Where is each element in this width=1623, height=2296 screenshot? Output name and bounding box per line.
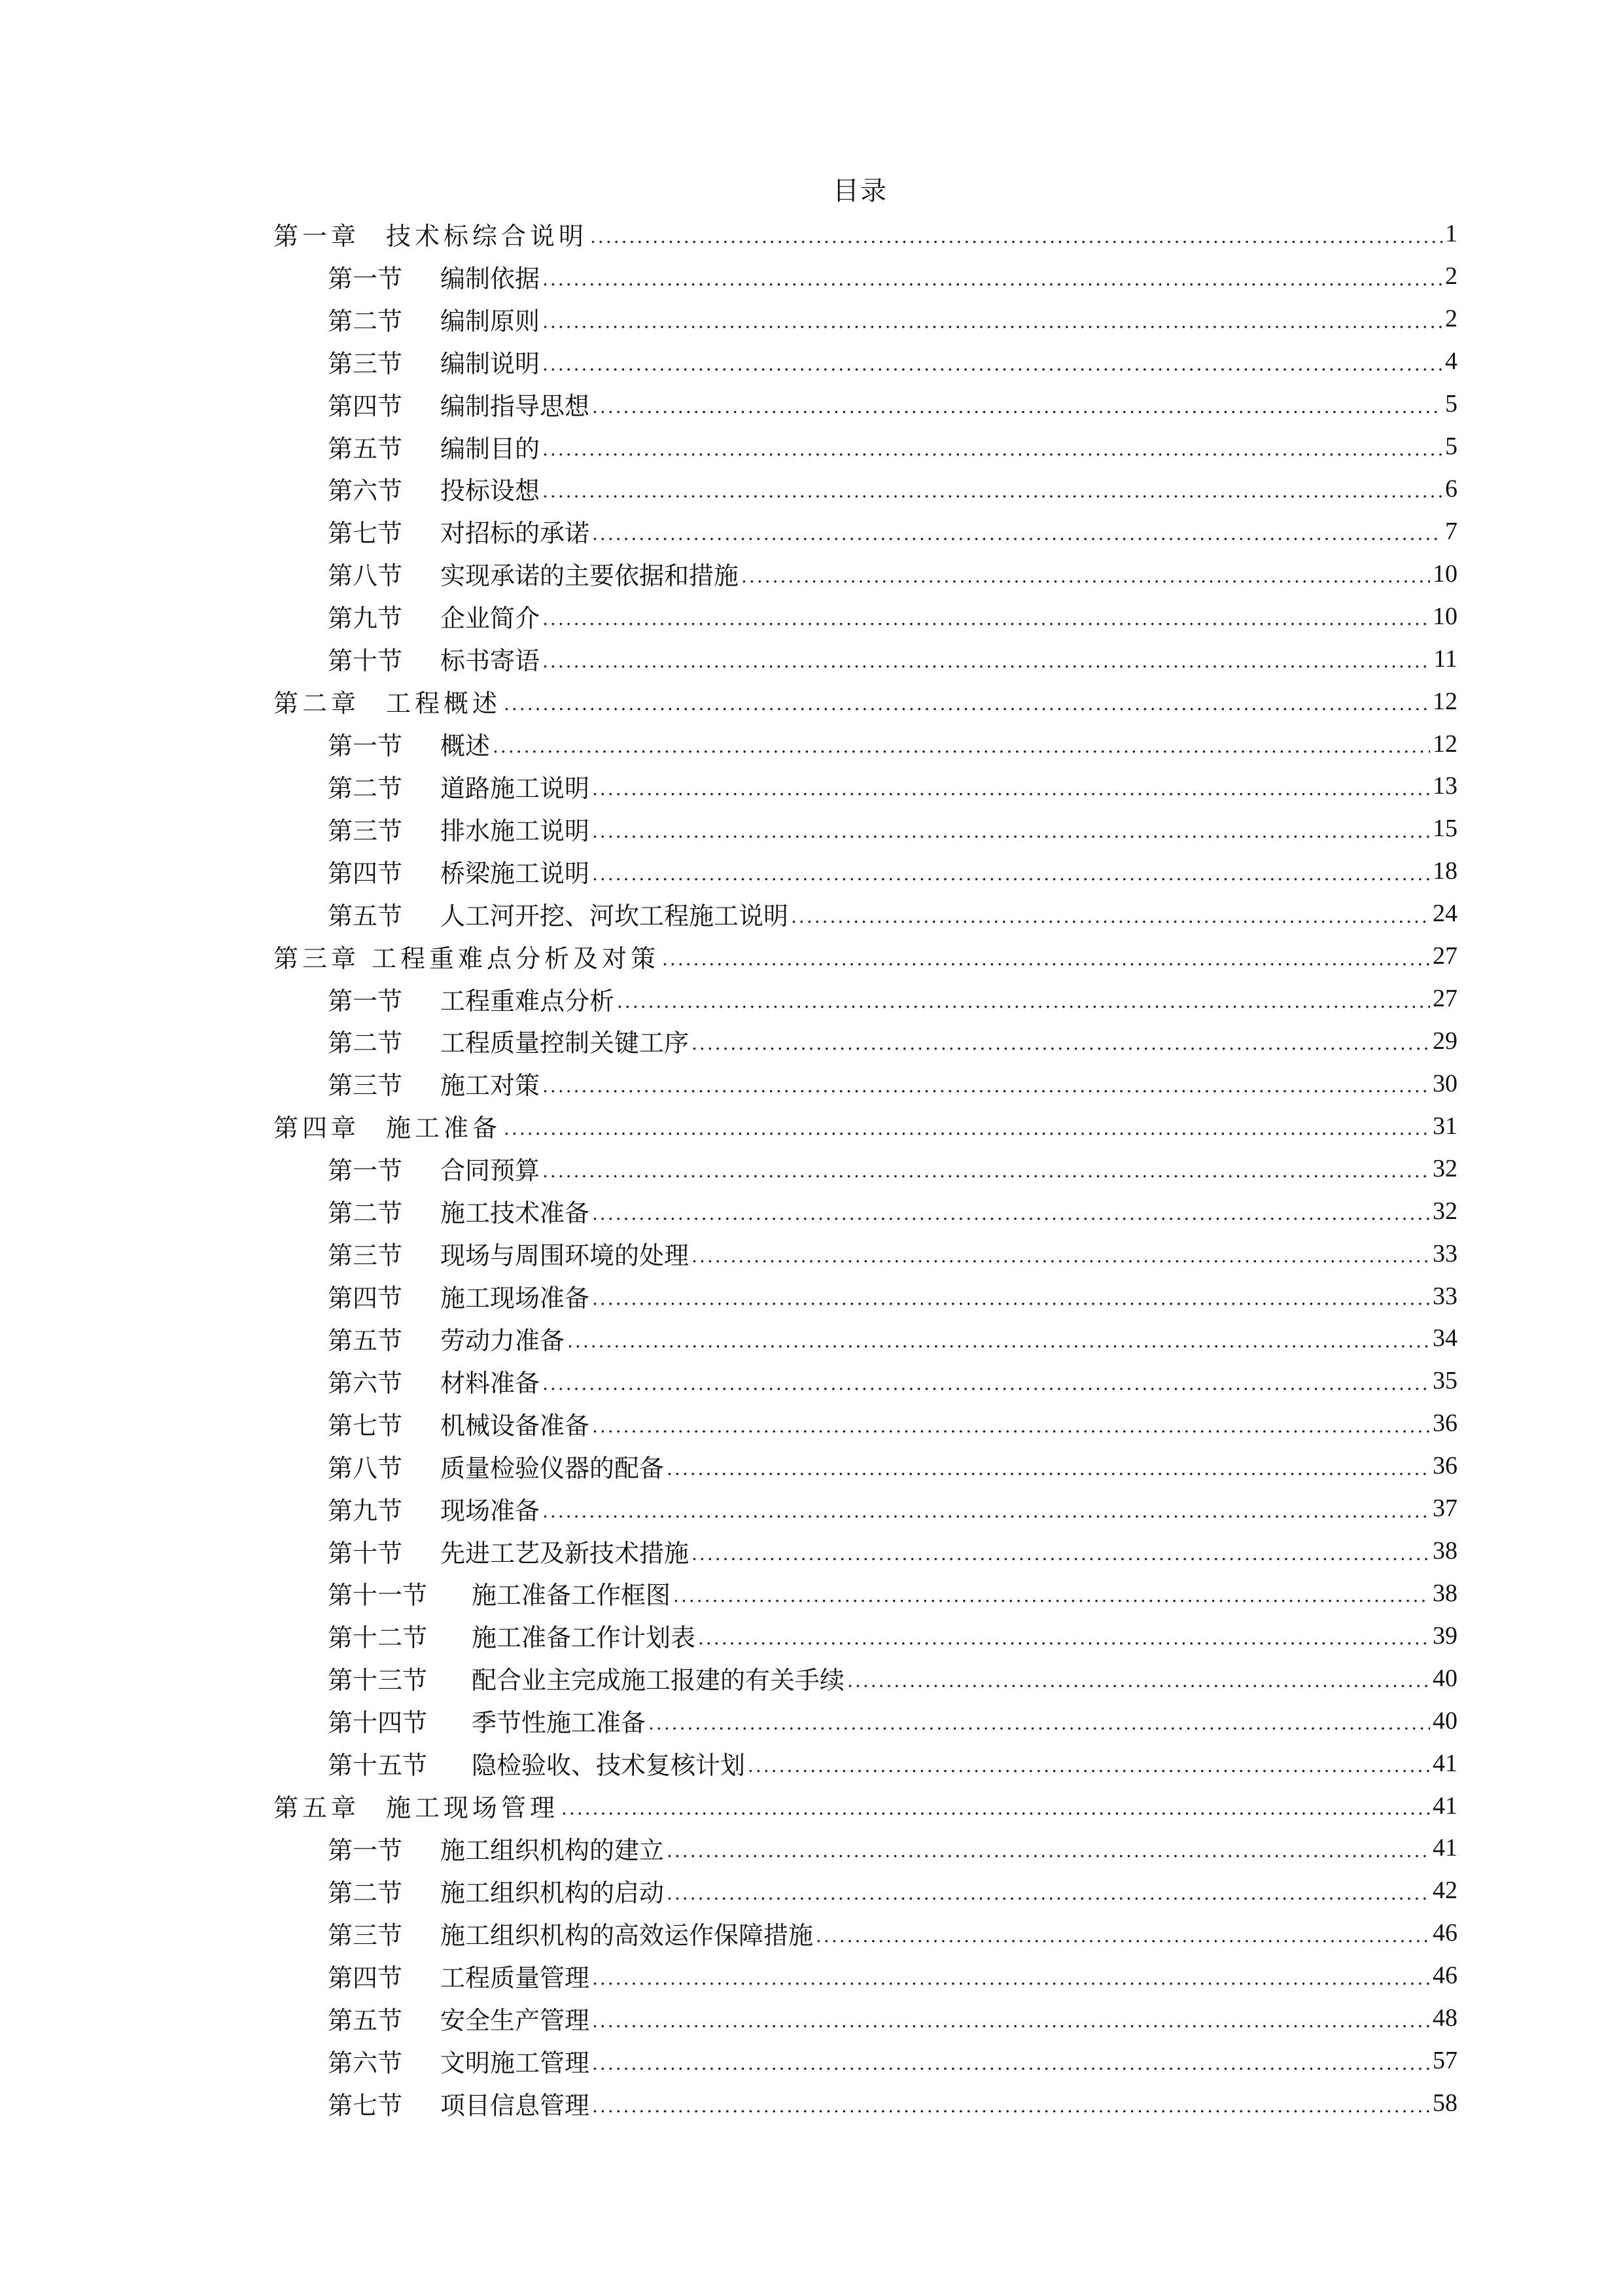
toc-entry-label [328, 513, 589, 549]
dot-leader [504, 1118, 1430, 1139]
toc-entry-label [328, 1491, 540, 1527]
dot-leader [748, 1755, 1430, 1776]
section-title: 劳动力准备 [440, 1326, 565, 1355]
chapter-number: 第二章 [273, 689, 360, 718]
section-number: 第一节 [328, 986, 403, 1016]
page-number: 12 [1433, 730, 1457, 758]
toc-entry-label [328, 1915, 813, 1951]
toc-section-entry[interactable] [273, 1232, 1457, 1275]
toc-section-entry[interactable] [273, 1912, 1457, 1954]
dot-leader [542, 268, 1442, 290]
section-number: 第七节 [328, 1411, 403, 1440]
page-number: 36 [1433, 1452, 1457, 1480]
toc-entry-label [328, 1278, 589, 1314]
toc-section-entry[interactable] [273, 1275, 1457, 1317]
section-title: 编制指导思想 [440, 391, 590, 421]
page-number: 29 [1433, 1027, 1457, 1055]
section-number: 第四节 [328, 858, 403, 888]
page-number: 6 [1445, 474, 1457, 503]
toc-section-entry[interactable] [273, 1147, 1457, 1190]
dot-leader [592, 821, 1430, 842]
section-title: 机械设备准备 [440, 1411, 590, 1440]
dot-leader [542, 1075, 1430, 1097]
toc-section-entry[interactable] [273, 892, 1457, 935]
toc-chapter-entry[interactable] [273, 935, 1457, 978]
page-number: 5 [1445, 390, 1457, 418]
section-title: 工程重难点分析 [440, 986, 615, 1016]
section-number: 第十节 [328, 646, 403, 676]
section-number: 第五节 [328, 901, 403, 930]
toc-entry-label [328, 2085, 589, 2121]
page-number: 32 [1433, 1197, 1457, 1225]
toc-entry-label [328, 1830, 664, 1866]
section-title: 配合业主完成施工报建的有关手续 [472, 1666, 845, 1695]
dot-leader [673, 1585, 1430, 1606]
toc-section-entry[interactable] [273, 765, 1457, 807]
dot-leader [542, 353, 1442, 375]
section-number: 第十节 [328, 1538, 403, 1568]
chapter-number: 第一章 [273, 221, 360, 251]
table-of-contents [273, 213, 1457, 2124]
toc-entry-label [328, 1023, 689, 1059]
dot-leader [542, 438, 1442, 460]
chapter-number: 第三章 [273, 944, 360, 973]
toc-entry-label [328, 1193, 589, 1229]
toc-entry-label [328, 726, 490, 762]
page-number: 40 [1433, 1664, 1457, 1692]
page-number: 18 [1433, 857, 1457, 885]
section-number: 第二节 [328, 1199, 403, 1228]
page-number: 46 [1433, 1919, 1457, 1947]
dot-leader [592, 1288, 1430, 1309]
section-title: 施工组织机构的建立 [440, 1835, 665, 1865]
section-number: 第五节 [328, 2005, 403, 2035]
section-number: 第八节 [328, 1453, 403, 1483]
chapter-title: 施工现场管理 [386, 1793, 559, 1823]
toc-entry-label [328, 1235, 689, 1271]
dot-leader [648, 1712, 1430, 1734]
toc-entry-label [328, 641, 540, 677]
page-number: 24 [1433, 900, 1457, 928]
page-number: 10 [1433, 602, 1457, 630]
page-number: 31 [1433, 1112, 1457, 1140]
section-title: 对招标的承诺 [440, 519, 590, 548]
page-number: 34 [1433, 1324, 1457, 1352]
section-title: 质量检验仪器的配备 [440, 1453, 665, 1483]
dot-leader [592, 523, 1442, 544]
dot-leader [691, 1543, 1430, 1564]
toc-section-entry[interactable] [273, 1614, 1457, 1657]
toc-section-entry[interactable] [273, 1954, 1457, 1997]
section-number: 第四节 [328, 391, 403, 421]
section-number: 第七节 [328, 2091, 403, 2120]
chapter-number: 第四章 [273, 1114, 360, 1143]
toc-entry-label [328, 556, 739, 592]
toc-section-entry[interactable] [273, 1445, 1457, 1487]
dot-leader [542, 1373, 1430, 1394]
section-number: 第四节 [328, 1284, 403, 1313]
dot-leader [561, 1797, 1430, 1819]
toc-entry-label [328, 1873, 664, 1909]
page-number: 2 [1445, 305, 1457, 333]
toc-entry-label [273, 1788, 559, 1824]
toc-section-entry[interactable] [273, 383, 1457, 425]
section-number: 第十一节 [328, 1581, 428, 1610]
toc-section-entry[interactable] [273, 722, 1457, 765]
dot-leader [667, 1840, 1430, 1862]
page-number: 2 [1445, 262, 1457, 291]
toc-entry-label [328, 2000, 589, 2036]
chapter-number: 第五章 [273, 1793, 360, 1823]
toc-entry-label [328, 1703, 646, 1739]
dot-leader [698, 1627, 1430, 1649]
toc-section-entry[interactable] [273, 1402, 1457, 1445]
section-title: 隐检验收、技术复核计划 [472, 1751, 746, 1780]
dot-leader [691, 1033, 1430, 1054]
toc-entry-label [273, 1108, 501, 1144]
dot-leader [592, 396, 1442, 417]
section-title: 企业简介 [440, 604, 540, 633]
section-number: 第二节 [328, 1029, 403, 1058]
section-number: 第三节 [328, 1071, 403, 1101]
page-number: 42 [1433, 1877, 1457, 1905]
toc-section-entry[interactable] [273, 595, 1457, 637]
toc-entry-label [328, 470, 540, 506]
section-number: 第三节 [328, 816, 403, 845]
page-number: 15 [1433, 815, 1457, 843]
dot-leader [590, 226, 1442, 247]
toc-entry-label [328, 811, 589, 847]
section-title: 工程质量控制关键工序 [440, 1029, 689, 1058]
section-title: 材料准备 [440, 1368, 540, 1398]
section-title: 先进工艺及新技术措施 [440, 1538, 689, 1568]
section-number: 第五节 [328, 1326, 403, 1355]
section-title: 施工准备工作框图 [472, 1581, 671, 1610]
page-number: 46 [1433, 1962, 1457, 1990]
toc-entry-label [328, 344, 540, 380]
toc-chapter-entry[interactable] [273, 1104, 1457, 1147]
dot-leader [662, 948, 1430, 970]
dot-leader [493, 735, 1430, 757]
section-number: 第一节 [328, 732, 403, 761]
toc-entry-label [328, 1363, 540, 1399]
toc-entry-label [328, 1575, 671, 1611]
section-number: 第十二节 [328, 1623, 428, 1653]
dot-leader [592, 778, 1430, 800]
page-number: 38 [1433, 1537, 1457, 1565]
toc-section-entry[interactable] [273, 978, 1457, 1020]
toc-entry-label [328, 429, 540, 465]
chapter-title: 技术标综合说明 [386, 221, 588, 251]
toc-section-entry[interactable] [273, 850, 1457, 892]
dot-leader [542, 608, 1430, 629]
section-title: 概述 [440, 732, 491, 761]
section-number: 第一节 [328, 1156, 403, 1186]
toc-entry-label [328, 258, 540, 294]
page-number: 48 [1433, 2004, 1457, 2032]
dot-leader [816, 1925, 1430, 1947]
section-number: 第七节 [328, 519, 403, 548]
dot-leader [691, 1245, 1430, 1267]
section-number: 第六节 [328, 2048, 403, 2077]
toc-entry-label [273, 216, 587, 252]
toc-section-entry[interactable] [273, 1062, 1457, 1104]
section-number: 第十四节 [328, 1708, 428, 1738]
toc-section-entry[interactable] [273, 552, 1457, 595]
toc-entry-label [328, 1958, 589, 1994]
page-number: 13 [1433, 772, 1457, 800]
section-number: 第六节 [328, 1368, 403, 1398]
section-title: 施工准备工作计划表 [472, 1623, 696, 1653]
section-number: 第一节 [328, 264, 403, 293]
toc-chapter-entry[interactable] [273, 680, 1457, 722]
section-title: 施工对策 [440, 1071, 540, 1101]
page-number: 40 [1433, 1706, 1457, 1735]
page-number: 12 [1433, 687, 1457, 715]
section-number: 第九节 [328, 1496, 403, 1525]
page-number: 39 [1433, 1621, 1457, 1650]
toc-entry-label [328, 386, 589, 422]
page-number: 38 [1433, 1579, 1457, 1607]
toc-section-entry[interactable] [273, 637, 1457, 680]
section-title: 文明施工管理 [440, 2048, 590, 2077]
section-title: 工程质量管理 [440, 1963, 590, 1992]
toc-section-entry[interactable] [273, 1869, 1457, 1912]
page-number: 4 [1445, 347, 1457, 376]
dot-leader [667, 1458, 1430, 1479]
dot-leader [847, 1670, 1430, 1691]
section-number: 第八节 [328, 561, 403, 591]
toc-section-entry[interactable] [273, 1530, 1457, 1572]
section-title: 安全生产管理 [440, 2005, 590, 2035]
toc-entry-label [328, 981, 614, 1017]
section-number: 第二节 [328, 306, 403, 336]
dot-leader [741, 565, 1430, 587]
toc-entry-label [328, 1660, 845, 1696]
page-number: 36 [1433, 1409, 1457, 1438]
dot-leader [592, 2095, 1430, 2117]
section-title: 现场与周围环境的处理 [440, 1241, 689, 1271]
page-title: 目录 [833, 176, 888, 206]
toc-section-entry[interactable] [273, 1742, 1457, 1784]
section-number: 第五节 [328, 434, 403, 463]
dot-leader [542, 311, 1442, 332]
dot-leader [567, 1330, 1430, 1352]
section-title: 人工河开挖、河坎工程施工说明 [440, 901, 789, 930]
section-number: 第一节 [328, 1835, 403, 1865]
page-number: 41 [1433, 1792, 1457, 1820]
section-title: 施工技术准备 [440, 1199, 590, 1228]
toc-section-entry[interactable] [273, 1699, 1457, 1742]
toc-entry-label [328, 301, 540, 337]
section-number: 第四节 [328, 1963, 403, 1992]
toc-chapter-entry[interactable] [273, 213, 1457, 255]
page-number: 32 [1433, 1154, 1457, 1182]
dot-leader [592, 863, 1430, 885]
section-title: 施工现场准备 [440, 1284, 590, 1313]
dot-leader [592, 1968, 1430, 1989]
section-number: 第三节 [328, 349, 403, 378]
page-number: 37 [1433, 1494, 1457, 1523]
toc-entry-label [328, 1405, 589, 1441]
dot-leader [542, 1160, 1430, 1182]
section-title: 施工组织机构的启动 [440, 1878, 665, 1907]
toc-entry-label [328, 853, 589, 889]
section-title: 道路施工说明 [440, 773, 590, 803]
toc-entry-label [273, 683, 501, 719]
page-number: 58 [1433, 2089, 1457, 2117]
dot-leader [592, 2053, 1430, 2074]
section-number: 第二节 [328, 773, 403, 803]
toc-section-entry[interactable] [273, 1487, 1457, 1530]
chapter-title: 施工准备 [386, 1114, 502, 1143]
toc-section-entry[interactable] [273, 510, 1457, 552]
toc-entry-label [328, 1320, 565, 1356]
page-number: 1 [1445, 220, 1457, 248]
section-title: 项目信息管理 [440, 2091, 590, 2120]
toc-section-entry[interactable] [273, 468, 1457, 510]
toc-section-entry[interactable] [273, 2082, 1457, 2125]
section-title: 标书寄语 [440, 646, 540, 676]
chapter-title: 工程重难点分析及对策 [372, 944, 660, 973]
dot-leader [504, 693, 1430, 715]
toc-section-entry[interactable] [273, 1997, 1457, 2040]
toc-entry-label [328, 1533, 689, 1569]
toc-section-entry[interactable] [273, 255, 1457, 298]
page-number: 41 [1433, 1834, 1457, 1862]
page-number: 57 [1433, 2047, 1457, 2075]
dot-leader [592, 1203, 1430, 1224]
section-number: 第三节 [328, 1241, 403, 1271]
toc-entry-label [328, 1448, 664, 1484]
chapter-title: 工程概述 [386, 689, 502, 718]
page-number: 33 [1433, 1282, 1457, 1310]
toc-section-entry[interactable] [273, 298, 1457, 340]
toc-entry-label [328, 896, 788, 932]
section-number: 第十三节 [328, 1666, 428, 1695]
page-number: 33 [1433, 1239, 1457, 1267]
section-title: 季节性施工准备 [472, 1708, 646, 1738]
section-number: 第十五节 [328, 1751, 428, 1780]
toc-section-entry[interactable] [273, 340, 1457, 383]
toc-section-entry[interactable] [273, 1020, 1457, 1063]
section-title: 编制目的 [440, 434, 540, 463]
page-number: 11 [1433, 645, 1457, 673]
toc-section-entry[interactable] [273, 1317, 1457, 1360]
toc-entry-label [328, 1617, 695, 1653]
page-number: 27 [1433, 985, 1457, 1013]
section-title: 实现承诺的主要依据和措施 [440, 561, 739, 591]
section-number: 第二节 [328, 1878, 403, 1907]
toc-section-entry[interactable] [273, 1190, 1457, 1232]
toc-entry-label [328, 598, 540, 634]
toc-entry-label [273, 938, 659, 974]
toc-entry-label [328, 1150, 540, 1186]
dot-leader [667, 1882, 1430, 1904]
toc-section-entry[interactable] [273, 2040, 1457, 2082]
page-number: 7 [1445, 517, 1457, 545]
section-title: 投标设想 [440, 476, 540, 506]
toc-entry-label [328, 1065, 540, 1101]
section-title: 编制说明 [440, 349, 540, 378]
toc-section-entry[interactable] [273, 1360, 1457, 1402]
section-title: 编制原则 [440, 306, 540, 336]
section-title: 排水施工说明 [440, 816, 590, 845]
toc-section-entry[interactable] [273, 1657, 1457, 1699]
section-title: 编制依据 [440, 264, 540, 293]
section-number: 第六节 [328, 476, 403, 506]
dot-leader [592, 1415, 1430, 1437]
section-title: 现场准备 [440, 1496, 540, 1525]
dot-leader [592, 2010, 1430, 2032]
section-title: 桥梁施工说明 [440, 858, 590, 888]
dot-leader [542, 1500, 1430, 1522]
dot-leader [791, 906, 1430, 927]
toc-entry-label [328, 2043, 589, 2079]
toc-section-entry[interactable] [273, 1572, 1457, 1615]
toc-section-entry[interactable] [273, 1827, 1457, 1869]
page-number: 30 [1433, 1069, 1457, 1097]
toc-entry-label [328, 1745, 745, 1781]
toc-section-entry[interactable] [273, 425, 1457, 468]
toc-entry-label [328, 768, 589, 804]
toc-chapter-entry[interactable] [273, 1784, 1457, 1827]
toc-section-entry[interactable] [273, 807, 1457, 850]
section-title: 合同预算 [440, 1156, 540, 1186]
page-number: 10 [1433, 559, 1457, 588]
dot-leader [617, 991, 1430, 1012]
page-number: 5 [1445, 433, 1457, 461]
page-number: 41 [1433, 1749, 1457, 1777]
page-number: 27 [1433, 942, 1457, 970]
section-title: 施工组织机构的高效运作保障措施 [440, 1920, 814, 1950]
page-number: 35 [1433, 1367, 1457, 1395]
dot-leader [542, 650, 1431, 672]
dot-leader [542, 480, 1442, 502]
section-number: 第九节 [328, 604, 403, 633]
section-number: 第三节 [328, 1920, 403, 1950]
